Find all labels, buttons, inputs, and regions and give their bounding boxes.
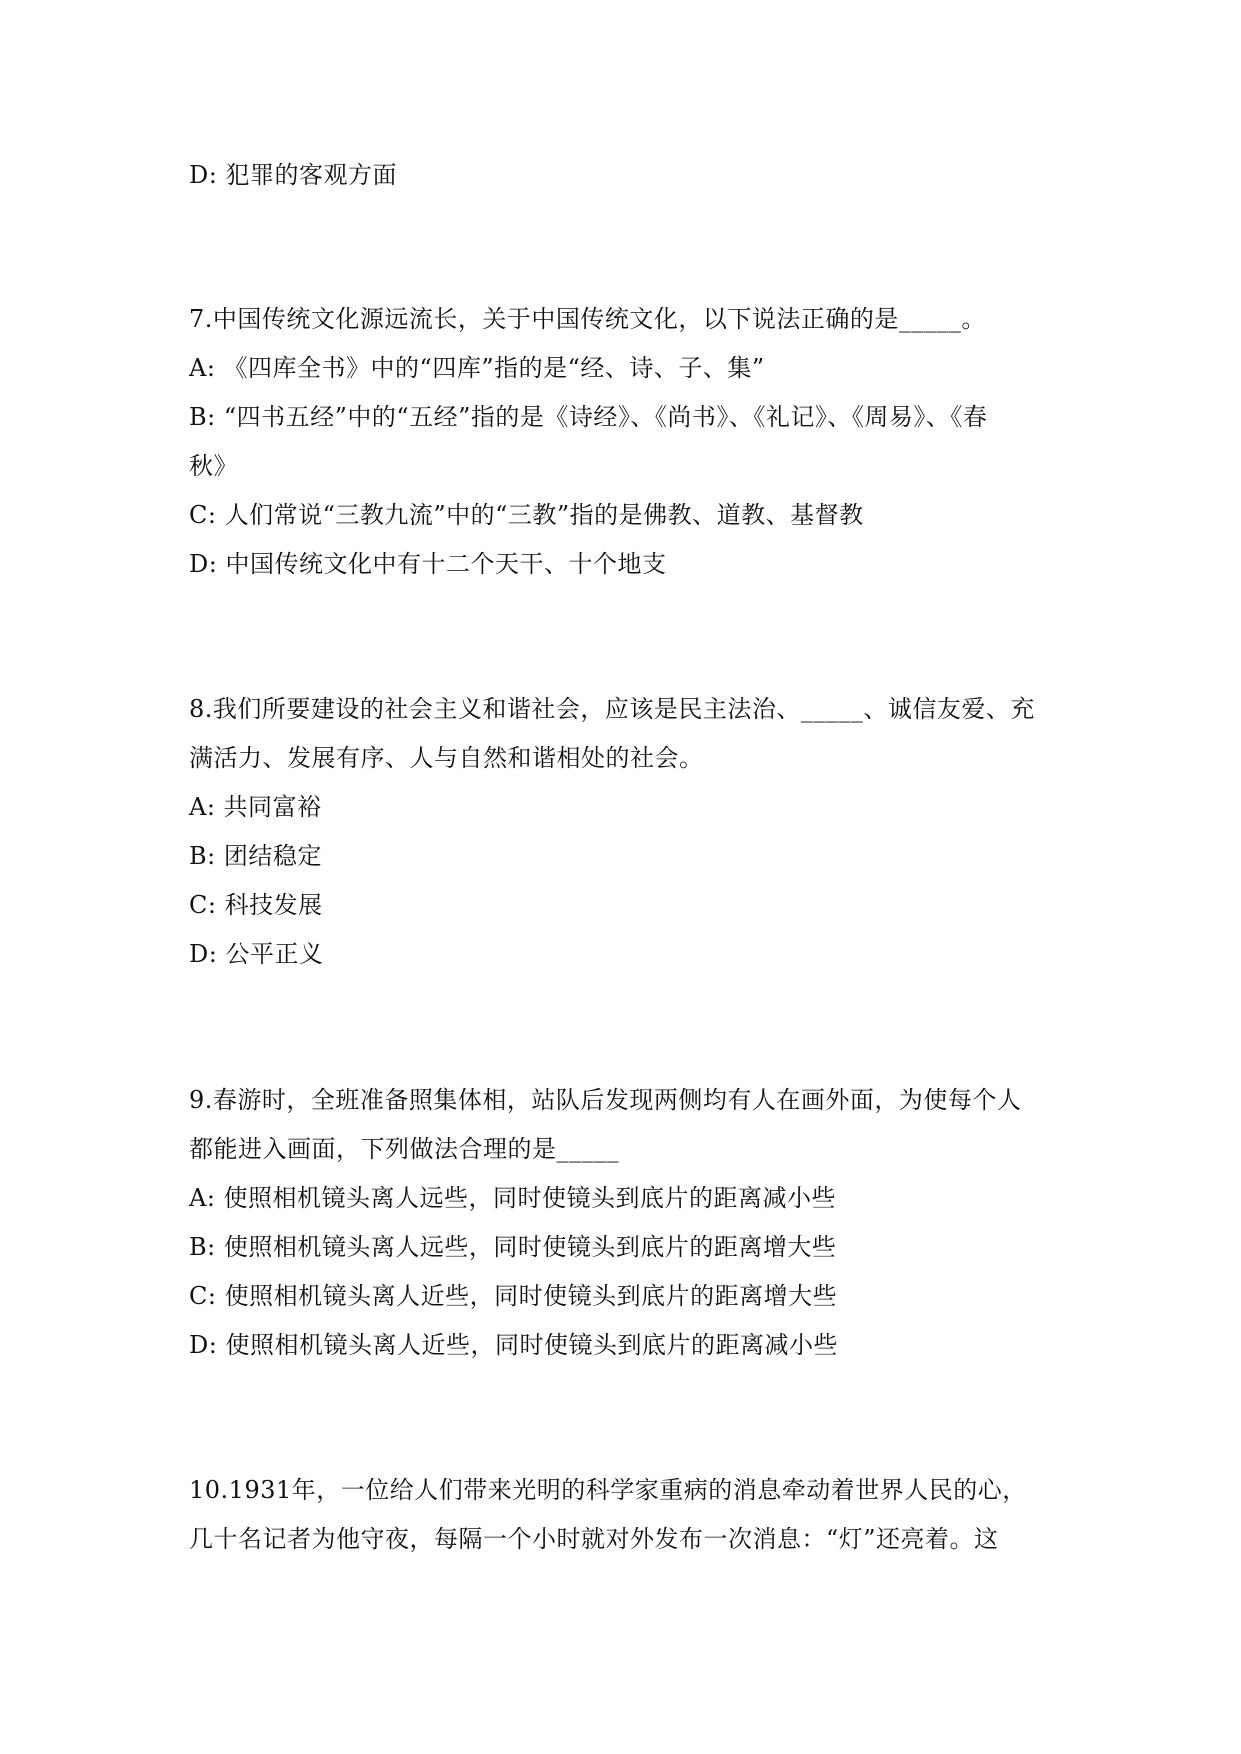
q7-option-b-line-1: B: “四书五经”中的“五经”指的是《诗经》、《尚书》、《礼记》、《周易》、《春 [189,403,988,431]
q9-option-b: B: 使照相机镜头离人远些，同时使镜头到底片的距离增大些 [189,1233,837,1261]
q7-option-b-line-2: 秋》 [189,452,238,480]
q10-stem-line-1: 10.1931年，一位给人们带来光明的科学家重病的消息牵动着世界人民的心， [189,1476,1027,1504]
q6-option-d: D: 犯罪的客观方面 [189,161,397,189]
q8-option-c: C: 科技发展 [189,891,323,919]
q8-option-d: D: 公平正义 [189,940,324,968]
q7-option-d: D: 中国传统文化中有十二个天干、十个地支 [189,550,667,578]
q9-stem-line-1: 9.春游时，全班准备照集体相，站队后发现两侧均有人在画外面，为使每个人 [189,1086,1022,1114]
q8-stem-line-2: 满活力、发展有序、人与自然和谐相处的社会。 [189,744,704,772]
q8-option-a: A: 共同富裕 [189,793,322,821]
q10-stem-line-2: 几十名记者为他守夜，每隔一个小时就对外发布一次消息：“灯”还亮着。这 [189,1525,999,1553]
q9-stem-line-2: 都能进入画面，下列做法合理的是_____ [189,1135,619,1163]
q7-option-c: C: 人们常说“三教九流”中的“三教”指的是佛教、道教、基督教 [189,501,864,529]
q9-option-a: A: 使照相机镜头离人远些，同时使镜头到底片的距离减小些 [189,1184,837,1212]
q9-option-c: C: 使照相机镜头离人近些，同时使镜头到底片的距离增大些 [189,1282,838,1310]
q9-option-d: D: 使照相机镜头离人近些，同时使镜头到底片的距离减小些 [189,1331,838,1359]
q8-option-b: B: 团结稳定 [189,842,322,870]
q8-stem-line-1: 8.我们所要建设的社会主义和谐社会，应该是民主法治、_____、诚信友爱、充 [189,695,1035,723]
q7-stem-line-1: 7.中国传统文化源远流长，关于中国传统文化，以下说法正确的是_____。 [189,305,986,333]
q7-option-a: A: 《四库全书》中的“四库”指的是“经、诗、子、集” [189,354,765,382]
